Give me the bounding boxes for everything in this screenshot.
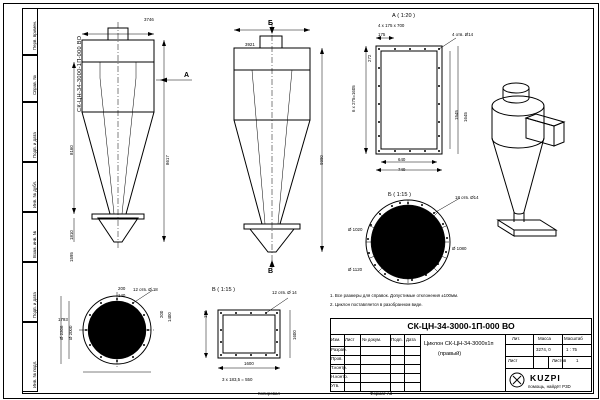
stub-label-5: Подп. и дата [32, 292, 37, 318]
stub-label-1: Справ. № [32, 75, 37, 95]
main-dim-total-height: 8617 [165, 155, 170, 165]
stub-label-4: Взам. инв. № [32, 230, 37, 258]
view-v-dim-w: 1600 [244, 361, 254, 366]
view-a-dim-w1: 175 [378, 32, 386, 37]
isometric-view [478, 70, 590, 260]
note-item-1: 1. Все размеры для справок. Допустимые отклонения ±100мм. [330, 293, 459, 298]
tb-product-name-1: Циклон СК-ЦН-34-3000х1п [424, 341, 494, 347]
view-a-holes-note: 4 отв. Ø14 [452, 32, 474, 37]
bottom-left-circle-drawing [55, 288, 180, 378]
tb-scale-label: Масштаб [564, 336, 583, 341]
view-a-title: А ( 1:20 ) [392, 13, 416, 19]
section-dim-top-width: 3921 [245, 42, 255, 47]
bottom-left-dim-d2: Ø 2000 [68, 325, 73, 340]
tb-product-name-2: (правый) [438, 351, 462, 357]
stub-label-0: Перв. примен. [32, 20, 37, 50]
section-label-v-bottom: В [268, 268, 274, 275]
main-dim-base: 1595 [69, 252, 74, 262]
tb-col-izm: Изм. [331, 337, 341, 342]
tb-role-0: Разраб. [331, 347, 347, 352]
tb-mass-value: 3274, 0 [536, 347, 551, 352]
bottom-left-dim-s3: 200 [159, 310, 164, 318]
section-label-b-top: Б [268, 20, 274, 27]
tb-role-4: Утв. [331, 383, 340, 388]
stub-label-6: Инв. № подл. [32, 360, 37, 388]
view-a-dim-b2: 740 [398, 167, 406, 172]
bottom-left-dim-s2: 140 [118, 293, 126, 298]
view-b-dim-d3: Ø 1120 [348, 267, 363, 272]
bottom-left-holes-note: 12 отв. Ø 18 [133, 287, 158, 292]
tb-sheet-label: Лист [508, 358, 518, 363]
view-a-dim-w2: 272 [367, 54, 372, 62]
tb-role-1: Пров. [331, 356, 343, 361]
view-v-dim-bottom: 3 x 183,5 = 550 [222, 377, 253, 382]
view-a-dim-side: 6 х 275=1605 [351, 85, 356, 112]
view-a-dim-h2: 1645 [463, 112, 468, 122]
company-logo-icon [508, 372, 528, 388]
tb-col-dokum: № докум. [362, 337, 382, 342]
title-block-designation: СК-ЦН-34-3000-1П-000 ВО [407, 321, 515, 331]
view-v-dim-top: 182 [203, 310, 208, 318]
section-dim-total-height: 9990 [319, 155, 324, 165]
view-a-dim-h1: 1545 [454, 110, 459, 120]
view-a-dim-b1: 640 [398, 157, 406, 162]
view-b-holes-note: 18 отв. Ø14 [455, 195, 479, 200]
main-dim-cone-small: 1810 [69, 230, 74, 240]
view-v-holes-note: 12 отв. Ø 14 [272, 290, 297, 295]
tb-role-2: Т.контр. [331, 365, 347, 370]
tb-role-3: Н.контр. [331, 374, 348, 379]
view-v-drawing [196, 296, 316, 380]
stub-label-3: Инв. № дубл. [32, 180, 37, 208]
bottom-left-dim-s4: 1400 [167, 312, 172, 322]
bottom-left-dim-w: 1793 [58, 317, 68, 322]
bottom-left-dim-d1: Ø 2206 [59, 325, 64, 340]
main-dim-top-width: 3746 [144, 17, 154, 22]
view-b-circle-drawing [340, 196, 490, 286]
tb-lit-label: Лит. [512, 336, 521, 341]
tb-scale-value: 1 : 75 [566, 347, 577, 352]
view-b-dim-d2: Ø 1080 [452, 246, 467, 251]
bottom-left-dim-s1: 200 [118, 286, 126, 291]
format-note: Формат А3 [370, 391, 393, 396]
view-a-flange-note: 4 x 175 x 700 [378, 23, 405, 28]
tb-sheets-value: 1 [576, 358, 579, 363]
copy-note: Копировал [258, 391, 281, 396]
section-label-a: А [184, 72, 190, 79]
view-b-dim-d1: Ø 1020 [348, 227, 363, 232]
view-b-title: Б ( 1:15 ) [388, 192, 411, 198]
view-v-title: В ( 1:15 ) [212, 287, 236, 293]
tb-col-data: Дата [406, 337, 416, 342]
tb-col-list: Лист [345, 337, 355, 342]
company-sub: помощь, найдёт P3D [528, 384, 571, 389]
tb-mass-label: Масса [538, 336, 551, 341]
view-v-dim-h: 1600 [292, 330, 297, 340]
view-a-drawing [350, 30, 480, 180]
note-item-2: 2. Циклон поставляется в разобранном виде. [330, 302, 423, 307]
main-dim-body-height: 8160 [69, 145, 74, 155]
tb-sheets-label: Листов [552, 358, 567, 363]
vertical-designation: СК-ЦН-34-3000-1П-000 ВО [77, 35, 83, 112]
tb-col-podp: Подп. [391, 337, 403, 342]
stub-label-2: Подп. и дата [32, 132, 37, 158]
company-logo: KUZPI [530, 373, 561, 383]
